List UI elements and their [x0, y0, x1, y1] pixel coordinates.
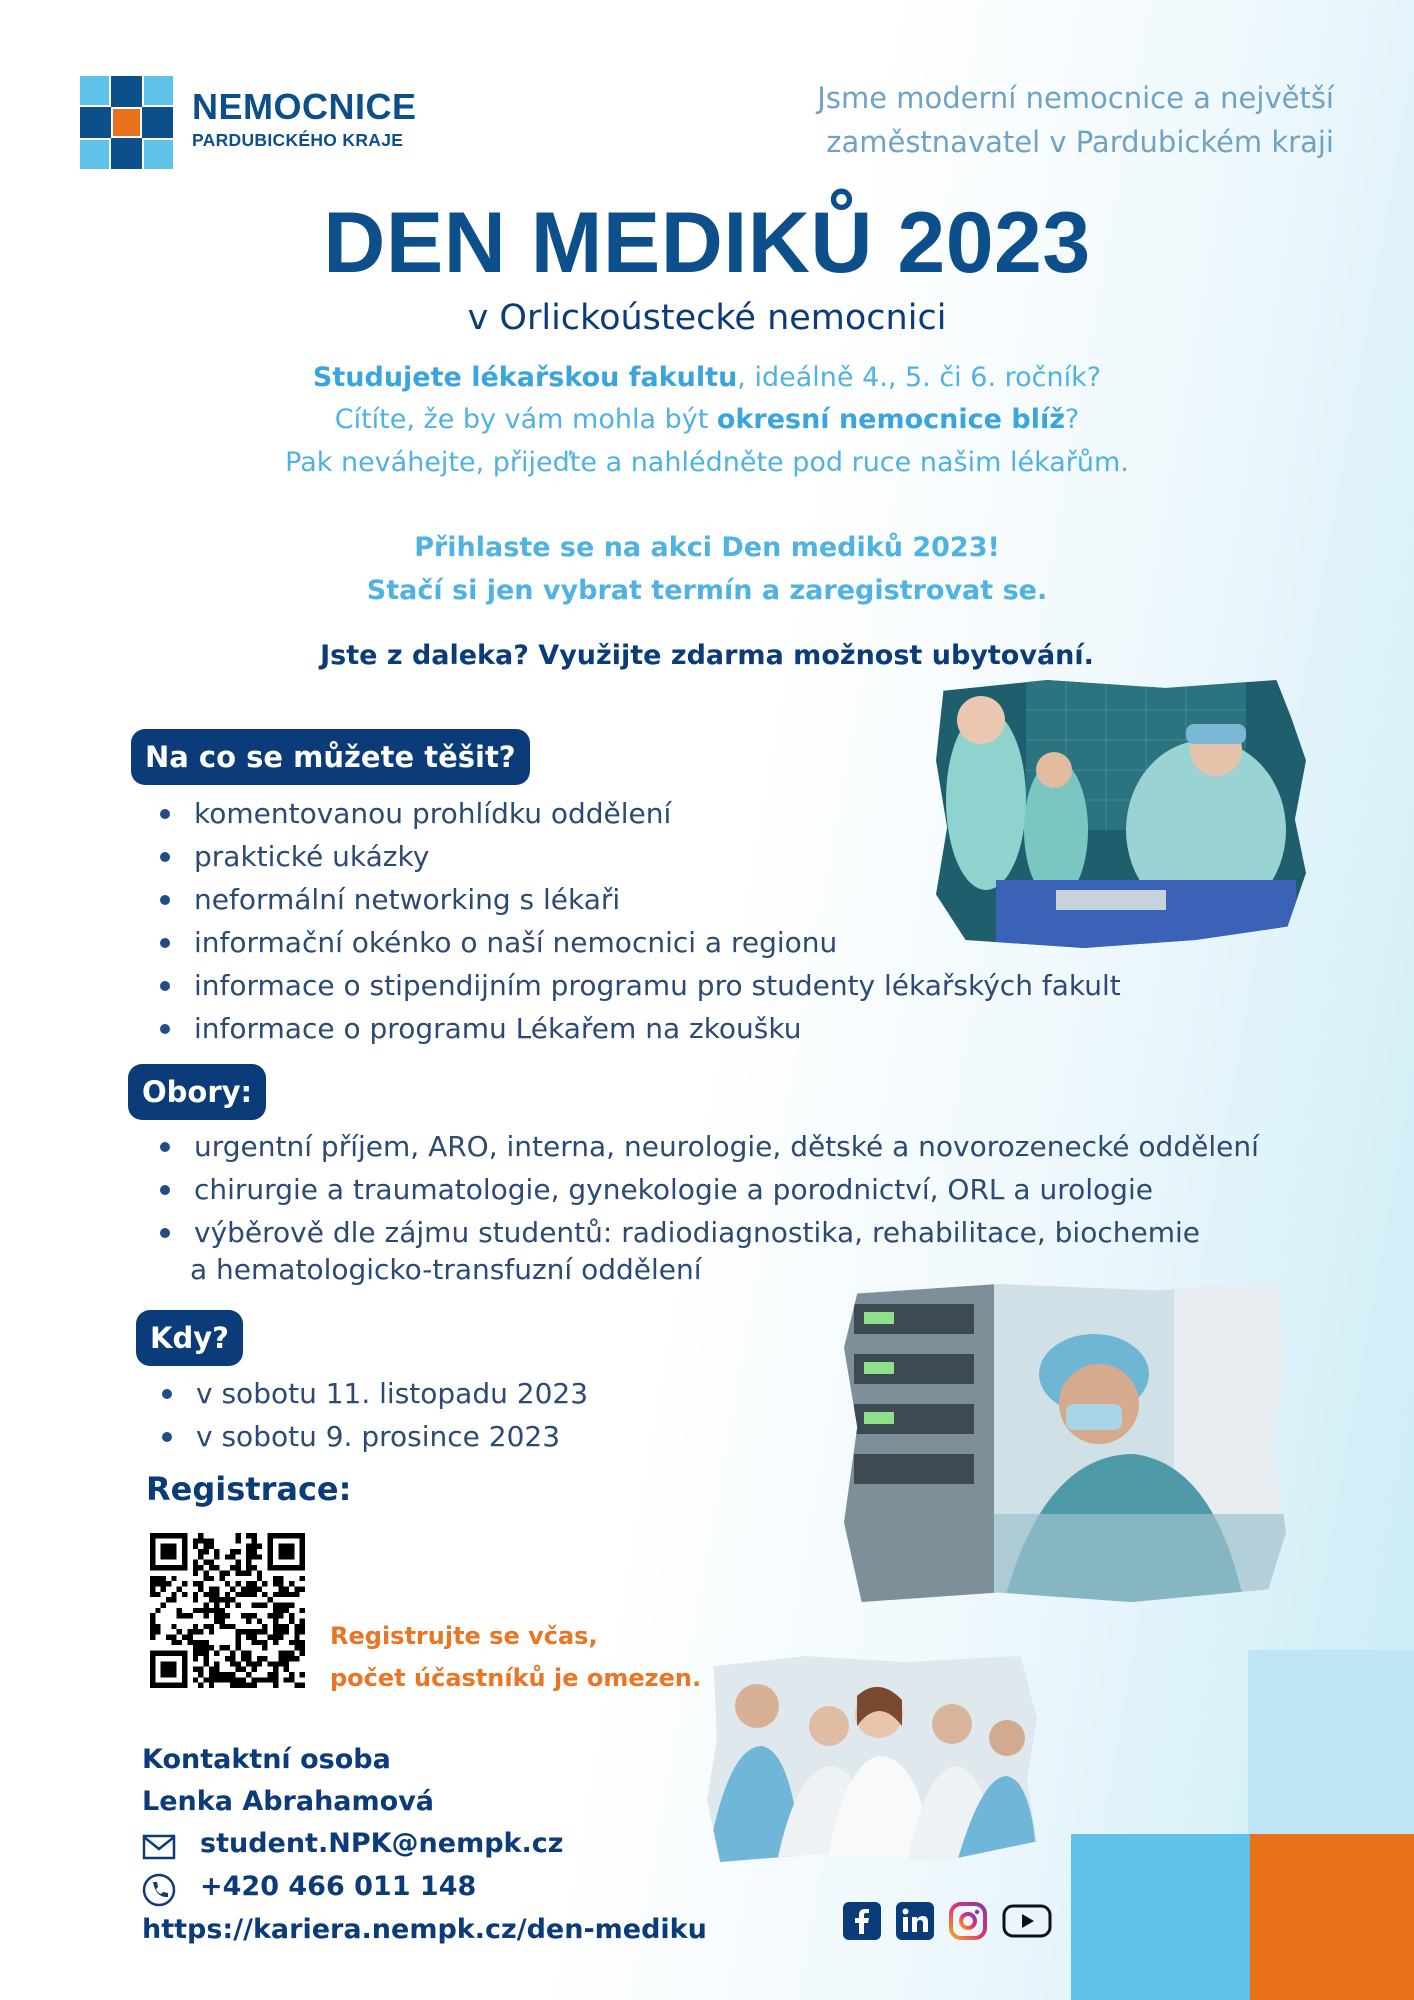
list-item: [196, 1372, 588, 1415]
youtube-icon[interactable]: [1002, 1901, 1052, 1941]
registration-note-2: počet účastníků je omezen.: [330, 1664, 702, 1692]
bullet-icon: [162, 1389, 172, 1399]
section-heading-fields: Obory:: [128, 1064, 266, 1120]
list-item: [194, 1125, 1259, 1168]
logo-subname: PARDUBICKÉHO KRAJE: [192, 130, 404, 150]
section-heading-when: Kdy?: [136, 1310, 243, 1366]
intro-line-2: [0, 404, 1414, 435]
bullet-icon: [160, 981, 170, 991]
decor-block-light: [1248, 1650, 1414, 1834]
list-item-text: v sobotu 11. listopadu 2023: [196, 1377, 589, 1410]
list-item: [194, 1168, 1259, 1211]
intro-line-2-pre: Cítíte, že by vám mohla být: [334, 404, 717, 435]
intro-line-1: [0, 362, 1414, 393]
dates-list: [196, 1372, 588, 1458]
website-link[interactable]: https://kariera.nempk.cz/den-mediku: [142, 1914, 707, 1945]
list-item-text: informace o stipendijním programu pro studenty lékařských fakult: [194, 969, 1121, 1002]
bullet-icon: [160, 1142, 170, 1152]
instagram-icon[interactable]: [948, 1901, 988, 1941]
logo-name: NEMOCNICE: [192, 86, 417, 127]
list-item: [194, 1007, 1121, 1050]
intro-line-3: Pak neváhejte, přijeďte a nahlédněte pod ruce našim lékařům.: [285, 447, 1129, 478]
tagline-line1: Jsme moderní nemocnice a největší: [817, 81, 1334, 115]
medical-team-photo: [707, 1656, 1037, 1862]
list-item-text: praktické ukázky: [194, 840, 430, 873]
list-item-text: chirurgie a traumatologie, gynekologie a porodnictví, ORL a urologie: [194, 1173, 1153, 1206]
phone-icon: [142, 1873, 176, 1907]
facebook-icon[interactable]: [842, 1901, 882, 1941]
email-link[interactable]: student.NPK@nempk.cz: [200, 1828, 564, 1859]
hospital-logo: [80, 76, 440, 172]
registration-note-1: Registrujte se včas,: [330, 1622, 598, 1650]
contact-name: Lenka Abrahamová: [142, 1786, 435, 1817]
intro-line-1-rest: , ideálně 4., 5. či 6. ročník?: [737, 362, 1102, 393]
list-item-text: informační okénko o naší nemocnici a regionu: [194, 926, 838, 959]
list-item: [196, 1415, 588, 1458]
page-subtitle: v Orlickoústecké nemocnici: [467, 298, 947, 338]
intro-line-2-post: ?: [1064, 404, 1080, 435]
decor-block-blue: [1071, 1834, 1250, 2000]
bullet-icon: [160, 1228, 170, 1238]
registration-heading: Registrace:: [146, 1470, 352, 1508]
list-item-text: v sobotu 9. prosince 2023: [196, 1420, 561, 1453]
cta-line-2: Stačí si jen vybrat termín a zaregistrovat se.: [366, 575, 1048, 606]
linkedin-icon[interactable]: [895, 1901, 935, 1941]
logo-cross-icon: [80, 76, 174, 170]
bullet-icon: [160, 1185, 170, 1195]
surgery-photo: [936, 680, 1306, 948]
tagline: [714, 76, 1334, 164]
list-item-text: komentovanou prohlídku oddělení: [194, 797, 672, 830]
lodging-note: Jste z daleka? Využijte zdarma možnost ubytování.: [320, 640, 1094, 671]
section-heading-expect: Na co se můžete těšit?: [131, 729, 530, 785]
bullet-icon: [160, 1024, 170, 1034]
fields-continuation: a hematologicko-transfuzní oddělení: [190, 1253, 702, 1286]
cta-line-1: Přihlaste se na akci Den mediků 2023!: [414, 532, 1000, 563]
list-item-text: neformální networking s lékaři: [194, 883, 621, 916]
bullet-icon: [160, 809, 170, 819]
list-item: [194, 964, 1121, 1007]
fields-list: [194, 1125, 1259, 1254]
intro-line-1-bold: Studujete lékařskou fakultu: [312, 362, 738, 393]
contact-label: Kontaktní osoba: [142, 1744, 391, 1775]
list-item-text: urgentní příjem, ARO, interna, neurologie, dětské a novorozenecké oddělení: [194, 1130, 1259, 1163]
bullet-icon: [162, 1432, 172, 1442]
bullet-icon: [160, 938, 170, 948]
decor-block-orange: [1250, 1834, 1414, 2000]
page-title: DEN MEDIKŮ 2023: [323, 195, 1091, 291]
qr-code-icon[interactable]: [150, 1533, 305, 1688]
list-item-text: informace o programu Lékařem na zkoušku: [194, 1012, 802, 1045]
icu-doctor-photo: [844, 1284, 1286, 1602]
intro-line-2-bold: okresní nemocnice blíž: [716, 404, 1065, 435]
phone-link[interactable]: +420 466 011 148: [200, 1871, 477, 1902]
email-icon: [142, 1834, 176, 1860]
list-item-text: výběrově dle zájmu studentů: radiodiagnostika, rehabilitace, biochemie: [194, 1216, 1200, 1249]
list-item: [194, 1211, 1259, 1254]
tagline-line2: zaměstnavatel v Pardubickém kraji: [826, 125, 1334, 159]
bullet-icon: [160, 852, 170, 862]
bullet-icon: [160, 895, 170, 905]
